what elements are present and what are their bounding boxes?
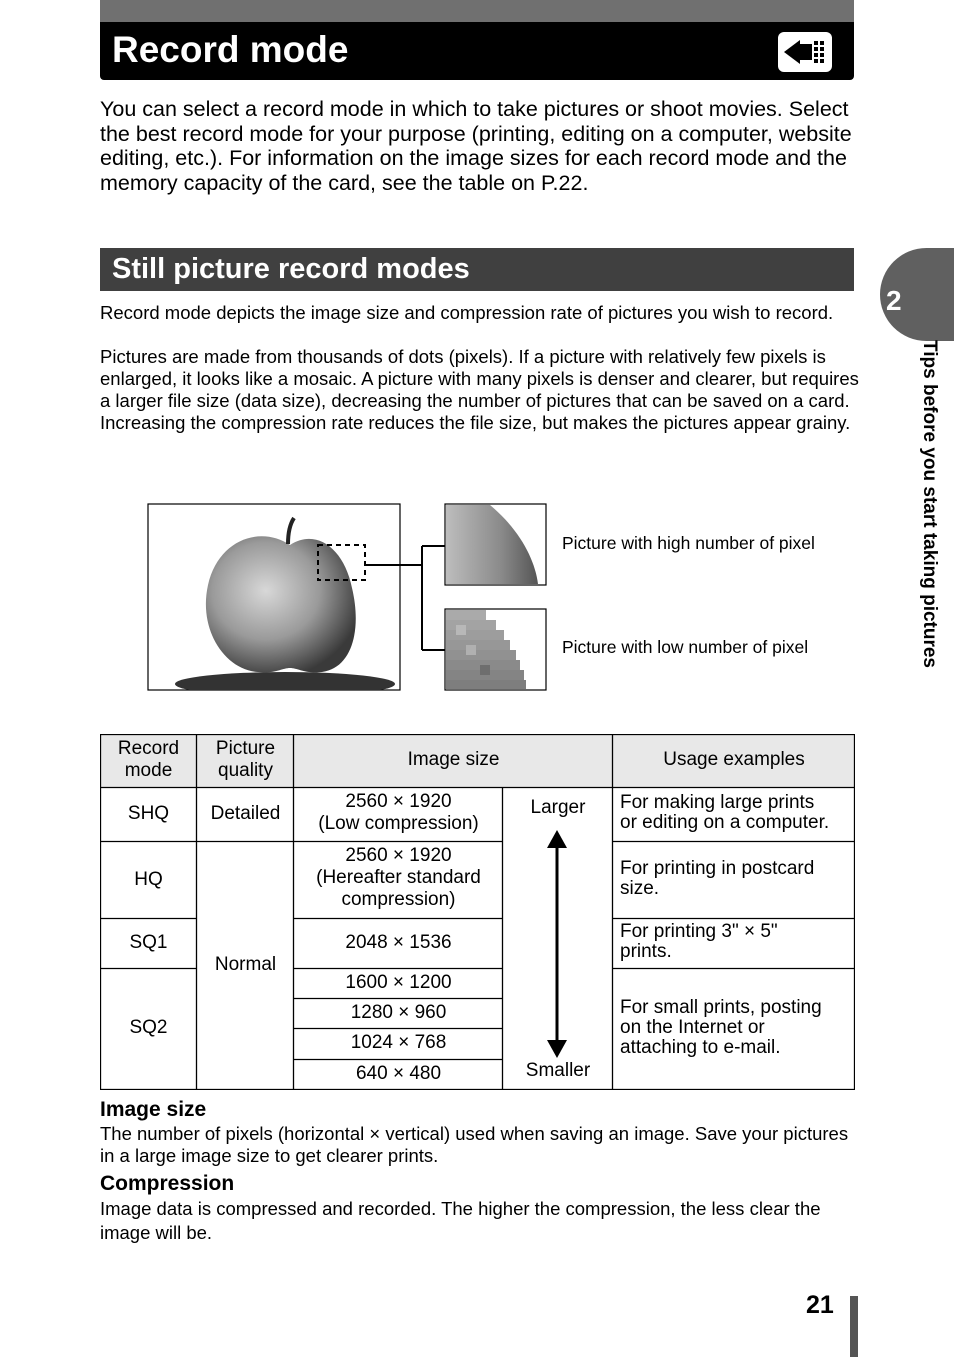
mode-shq: SHQ xyxy=(127,803,170,824)
header-image-size: Image size xyxy=(407,749,500,770)
title-strip xyxy=(100,0,854,22)
chapter-number: 2 xyxy=(886,285,902,316)
section-title: Still picture record modes xyxy=(112,253,470,285)
size-shq: 2560 × 1920 (Low compression) xyxy=(318,791,479,834)
page-title: Record mode xyxy=(112,29,349,70)
size-scale-arrow xyxy=(547,830,567,1058)
pixels-paragraph: Pictures are made from thousands of dots (pixels). If a picture with relatively few pixels is enlarged, it looks like a mosaic. A picture with many pixels is denser and clearer, but requires a larger file size (data size), decreasing the number of pictures that can be saved on a card. Increasing the compression rate reduces the file size, but makes the pictures appear grainy. xyxy=(100,346,859,433)
size-sq1: 2048 × 1536 xyxy=(345,932,452,953)
page-number-rule xyxy=(850,1296,858,1357)
term-compression: Compression xyxy=(100,1172,235,1195)
usage-hq: For printing in postcard size. xyxy=(620,858,815,899)
usage-sq2: For small prints, posting on the Internet or attaching to e-mail. xyxy=(620,997,822,1058)
header-usage-examples: Usage examples xyxy=(663,749,805,770)
header-record-mode: Record mode xyxy=(117,738,180,781)
record-mode-paragraph: Record mode depicts the image size and compression rate of pictures you wish to record. xyxy=(100,302,834,323)
caption-low-pixel: Picture with low number of pixel xyxy=(562,637,809,657)
scale-smaller: Smaller xyxy=(525,1060,591,1081)
size-sq2-1600: 1600 × 1200 xyxy=(345,972,452,993)
record-mode-table xyxy=(100,734,855,1090)
mode-sq2: SQ2 xyxy=(129,1017,168,1038)
header-picture-quality: Picture quality xyxy=(215,738,276,781)
high-pixel-image xyxy=(445,504,546,585)
page-number: 21 xyxy=(806,1291,834,1319)
size-sq2-640: 640 × 480 xyxy=(355,1063,442,1084)
mode-hq: HQ xyxy=(134,869,163,890)
chapter-label-wrap xyxy=(910,340,940,750)
size-sq2-1280: 1280 × 960 xyxy=(350,1002,447,1023)
size-hq: 2560 × 1920 (Hereafter standard compression) xyxy=(316,845,481,910)
chapter-label: Tips before you start taking pictures xyxy=(919,340,940,669)
usage-sq1: For printing 3" × 5" prints. xyxy=(620,921,778,962)
low-pixel-image xyxy=(445,609,546,690)
camera-mode-icon xyxy=(778,32,832,72)
quality-normal: Normal xyxy=(214,954,277,975)
intro-paragraph: You can select a record mode in which to take pictures or shoot movies. Select the best record mode for your purpose (printing, editing on a computer, website editing, etc.). For information on the image sizes for each record mode and the memory capacity of the card, see the table on P.22. xyxy=(100,97,852,195)
quality-detailed: Detailed xyxy=(210,803,281,824)
definition-image-size: The number of pixels (horizontal × vertical) used when saving an image. Save your pictures in a large image size to get clearer prints. xyxy=(100,1123,849,1166)
size-sq2-1024: 1024 × 768 xyxy=(350,1032,447,1053)
term-image-size: Image size xyxy=(100,1098,207,1121)
mode-sq1: SQ1 xyxy=(129,932,168,953)
apple-photo xyxy=(148,504,400,696)
definition-compression: Image data is compressed and recorded. The higher the compression, the less clear the image will be. xyxy=(100,1198,821,1243)
caption-high-pixel: Picture with high number of pixel xyxy=(562,533,815,553)
scale-larger: Larger xyxy=(530,797,586,818)
usage-shq: For making large prints or editing on a computer. xyxy=(620,792,830,833)
pixel-figure xyxy=(140,500,860,700)
